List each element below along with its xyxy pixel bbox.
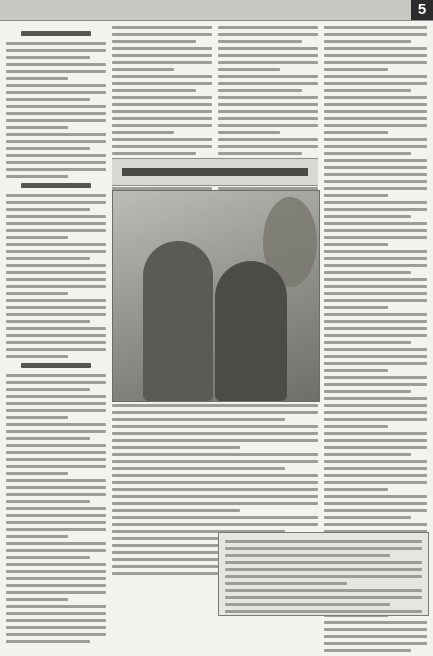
page-header	[0, 0, 433, 21]
boxed-notice	[218, 532, 429, 616]
portrait-photo	[112, 190, 320, 402]
feature-heading	[112, 158, 318, 186]
article-column-1	[6, 26, 106, 647]
page-number: 5	[411, 0, 433, 20]
